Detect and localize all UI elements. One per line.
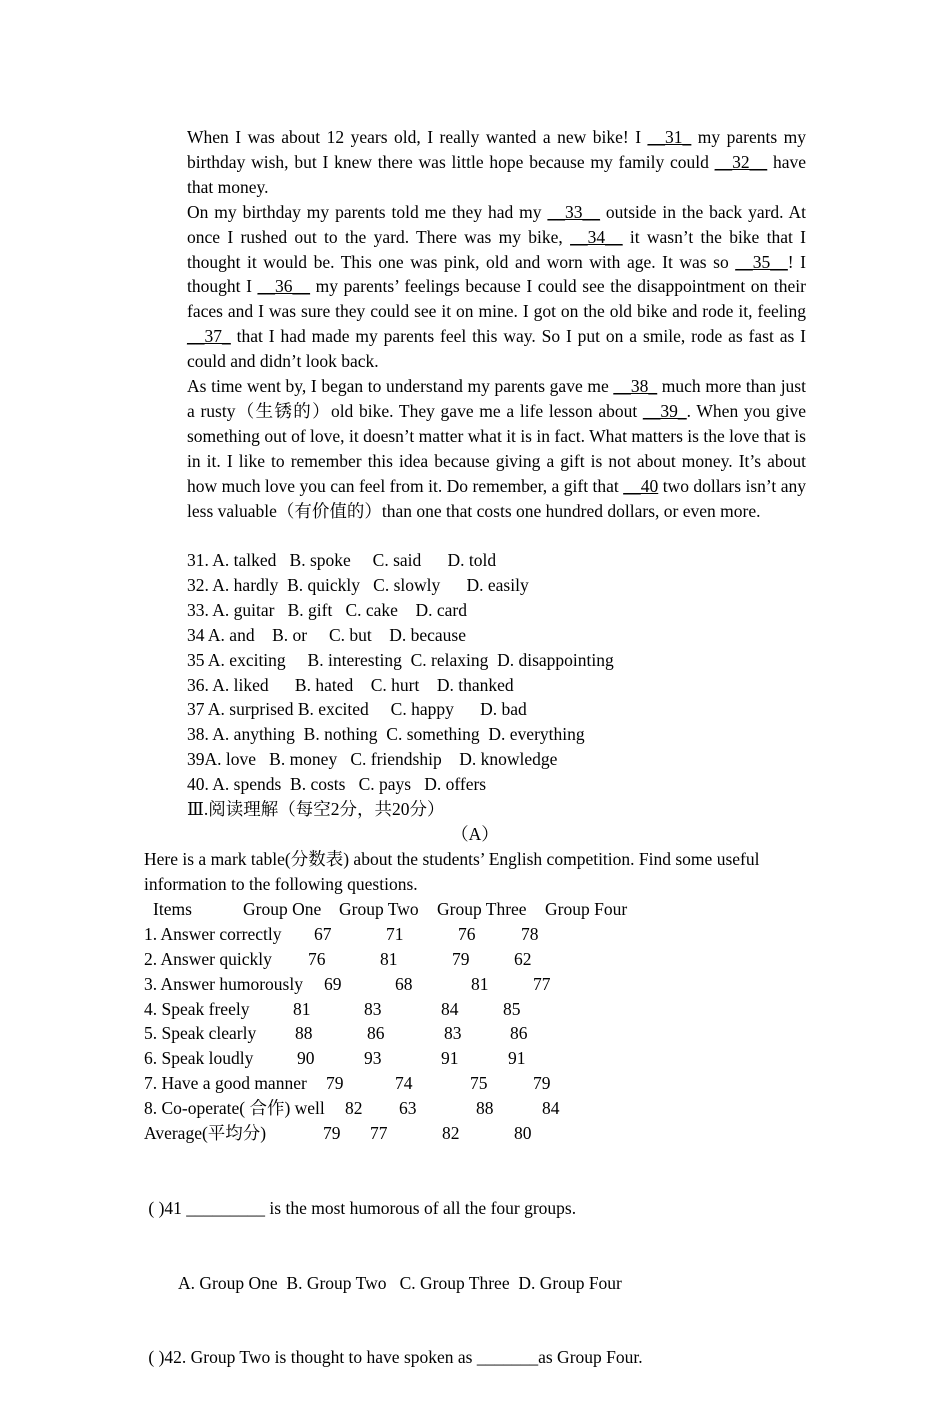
option-row: 36. A. liked B. hated C. hurt D. thanked [187,674,514,695]
row-label: 6. Speak loudly [144,1048,254,1069]
blank-40: __40 [623,475,659,496]
row-label: 8. Co-operate( 合作) well [144,1098,325,1119]
cell: 69 [324,973,342,994]
cell: 86 [510,1023,528,1044]
question-42: ( )42. Group Two is thought to have spoken as _______as Group Four. [144,1347,643,1368]
cell: 82 [345,1098,363,1119]
text: that I had made my parents feel this way. So I put on a smile, rode as fast as I could and didn’t look back. [187,326,806,372]
text: two dollars isn’t any less valuable（有价值的）than one that costs one hundred dollars, or even more. [187,475,806,521]
cell: 85 [503,998,521,1019]
header-cell: Group Three [437,899,527,919]
cell: 76 [308,948,326,969]
cloze-passage [187,125,806,524]
cell: 84 [441,998,459,1019]
cell: 74 [395,1073,413,1094]
blank-32: __32__ [714,151,768,172]
answer-options [187,548,614,797]
blank-37: __37_ [187,326,231,347]
option-row: 34 A. and B. or C. but D. because [187,624,466,645]
cell: 90 [297,1048,315,1069]
option-row: 31. A. talked B. spoke C. said D. told [187,550,497,570]
blank-33: __33__ [547,201,600,222]
header-cell: Group Four [545,899,628,919]
option-row: 32. A. hardly B. quickly C. slowly D. easily [187,574,529,595]
cell: 81 [471,973,489,994]
paragraph-3 [187,374,806,523]
blank-35: __35__ [735,251,788,272]
text: it wasn’t the bike that I thought it would be. This one was pink, old and worn with age. It was so [187,226,806,272]
cell: 68 [395,973,413,994]
question-41: ( )41 _________ is the most humorous of all the four groups. [144,1197,577,1218]
cell: 77 [533,973,551,994]
cell: 62 [514,948,532,969]
option-row: 39A. love B. money C. friendship D. knowledge [187,749,558,770]
blank-31: __31_ [647,127,692,147]
section-title: Ⅲ.阅读理解（每空2分，共20分） [187,799,445,819]
text: have that money. [187,151,806,197]
text: outside in the back yard. At once I rushed out to the yard. There was my bike, [187,201,807,247]
option-row: 33. A. guitar B. gift C. cake D. card [187,599,467,620]
paragraph-2 [187,200,806,374]
text: my parents my birthday wish, but I knew there was little hope because my family could [187,127,806,172]
blank-36: __36__ [257,276,311,297]
cell: 80 [514,1123,532,1144]
text: much more than just a rusty（生锈的）old bike. They gave me a life lesson about [187,376,806,421]
option-row: 38. A. anything B. nothing C. something D. everything [187,724,585,745]
cell: 79 [533,1073,551,1094]
cell: 86 [367,1023,385,1044]
cell: 81 [380,948,398,969]
row-label: 3. Answer humorously [144,973,303,994]
cell: 83 [444,1023,462,1044]
cell: 78 [521,923,539,944]
intro-text: Here is a mark table(分数表) about the students’ English competition. Find some useful information to the following questions. [144,849,760,894]
blank-34: __34__ [570,226,623,247]
cell: 81 [293,998,311,1019]
row-label: 2. Answer quickly [144,948,272,969]
text: . When you give something out of love, it doesn’t matter what it is in fact. What matters is the love that is in it. I like to remember this idea because giving a gift is not about money. It’s about how much love you can feel from it. Do remember, a gift that [187,400,806,496]
row-label: Average(平均分) [144,1123,267,1144]
reading-intro [144,847,784,897]
cell: 79 [323,1123,341,1144]
option-row: 40. A. spends B. costs C. pays D. offers [187,774,487,795]
cell: 88 [476,1098,494,1119]
cell: 63 [399,1098,417,1119]
row-label: 4. Speak freely [144,998,250,1019]
row-label: 5. Speak clearly [144,1023,257,1044]
cell: 82 [442,1123,460,1144]
questions [144,1146,643,1420]
header-cell: Group Two [339,899,419,919]
row-label: 7. Have a good manner [144,1073,307,1094]
cell: 79 [326,1073,344,1094]
cell: 91 [441,1048,459,1069]
blank-39: __39_ [642,400,687,421]
question-41-options: A. Group One B. Group Two C. Group Three D. Group Four [144,1272,622,1293]
section-subtitle: （A） [451,824,499,844]
cell: 71 [386,923,404,944]
cell: 75 [470,1073,488,1094]
header-cell: Group One [243,899,322,919]
text: When I was about 12 years old, I really wanted a new bike! I [187,127,648,147]
text: ! I thought I [187,251,806,297]
cell: 67 [314,923,332,944]
option-row: 37 A. surprised B. excited C. happy D. bad [187,699,527,720]
cell: 77 [370,1123,388,1144]
cell: 88 [295,1023,313,1044]
text: my parents’ feelings because I could see the disappointment on their faces and I was sure they could see it on mine. I got on the old bike and rode it, feeling [187,276,806,322]
text: As time went by, I began to understand my parents gave me [187,376,614,397]
cell: 91 [508,1048,526,1069]
cell: 76 [458,923,476,944]
cell: 84 [542,1098,560,1119]
paragraph-1 [187,125,806,200]
text: On my birthday my parents told me they had my [187,201,548,222]
blank-38: __38_ [613,376,658,397]
cell: 93 [364,1048,382,1069]
cell: 79 [452,948,470,969]
option-row: 35 A. exciting B. interesting C. relaxing D. disappointing [187,649,614,670]
header-cell: Items [153,899,192,919]
cell: 83 [364,998,382,1019]
row-label: 1. Answer correctly [144,923,282,944]
